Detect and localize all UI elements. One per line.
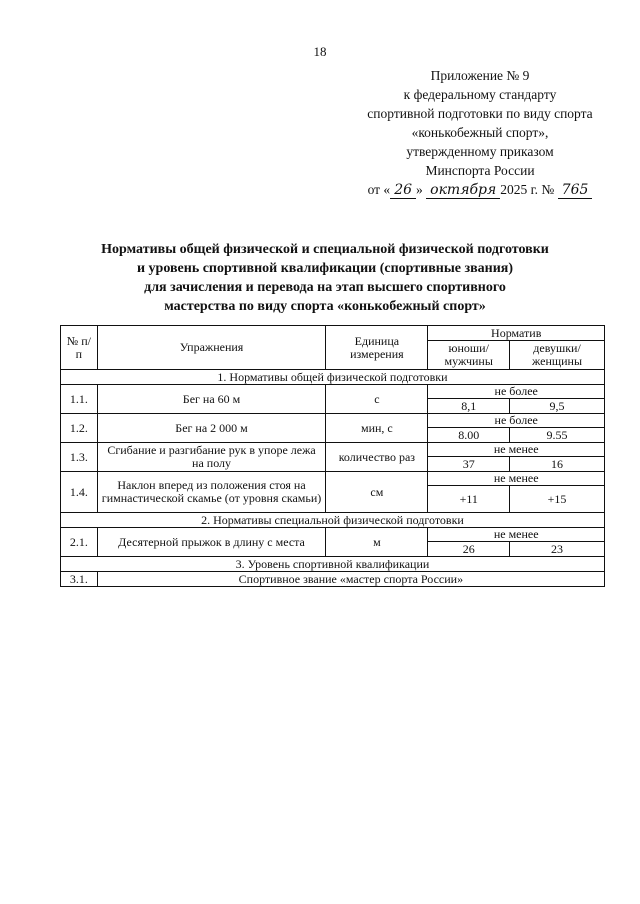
section-header: 2. Нормативы специальной физической подготовки bbox=[61, 513, 605, 528]
row-num: 1.1. bbox=[61, 385, 98, 414]
page-number: 18 bbox=[313, 44, 327, 59]
row-female-value: +15 bbox=[510, 486, 605, 513]
row-num: 2.1. bbox=[61, 528, 98, 557]
row-condition: не более bbox=[428, 414, 605, 428]
order-date-line bbox=[360, 180, 600, 199]
row-exercise: Десятерной прыжок в длину с места bbox=[97, 528, 326, 557]
row-unit: мин, с bbox=[326, 414, 428, 443]
title-line: и уровень спортивной квалификации (спортивные звания) bbox=[136, 261, 514, 276]
date-prefix: от « bbox=[367, 182, 391, 197]
row-num: 1.3. bbox=[61, 443, 98, 472]
handwritten-order-number: 765 bbox=[558, 183, 593, 199]
header-norm: Норматив bbox=[428, 326, 605, 341]
row-male-value: 37 bbox=[428, 457, 510, 472]
row-num: 1.2. bbox=[61, 414, 98, 443]
section-header: 1. Нормативы общей физической подготовки bbox=[61, 370, 605, 385]
row-male-value: 8.00 bbox=[428, 428, 510, 443]
row-male-value: 26 bbox=[428, 542, 510, 557]
row-unit: количество раз bbox=[326, 443, 428, 472]
section-header: 3. Уровень спортивной квалификации bbox=[61, 557, 605, 572]
row-male-value: 8,1 bbox=[428, 399, 510, 414]
title-line: мастерства по виду спорта «конькобежный спорт» bbox=[164, 299, 486, 314]
row-condition: не более bbox=[428, 385, 605, 399]
row-female-value: 9,5 bbox=[510, 399, 605, 414]
table-row bbox=[61, 472, 605, 486]
appendix-line: спортивной подготовки по виду спорта bbox=[367, 106, 593, 121]
title-line: для зачисления и перевода на этап высшего спортивного bbox=[144, 280, 506, 295]
title-line: Нормативы общей физической и специальной физической подготовки bbox=[101, 242, 549, 257]
document-title bbox=[60, 240, 590, 316]
row-unit: м bbox=[326, 528, 428, 557]
row-num: 3.1. bbox=[61, 572, 98, 587]
table-row bbox=[61, 443, 605, 457]
appendix-line: «конькобежный спорт», bbox=[411, 125, 549, 140]
appendix-line: Приложение № 9 bbox=[430, 68, 530, 83]
appendix-line: утвержденному приказом bbox=[406, 144, 554, 159]
row-female-value: 9.55 bbox=[510, 428, 605, 443]
header-male: юноши/ мужчины bbox=[428, 341, 510, 370]
appendix-line: к федеральному стандарту bbox=[403, 87, 557, 102]
row-condition: не менее bbox=[428, 528, 605, 542]
handwritten-day: 26 bbox=[390, 183, 416, 199]
header-exercise: Упражнения bbox=[97, 326, 326, 370]
row-exercise: Сгибание и разгибание рук в упоре лежа на полу bbox=[97, 443, 326, 472]
row-exercise: Наклон вперед из положения стоя на гимнастической скамье (от уровня скамьи) bbox=[97, 472, 326, 513]
norms-table bbox=[60, 325, 605, 587]
row-male-value: +11 bbox=[428, 486, 510, 513]
appendix-header bbox=[360, 66, 600, 199]
table-row bbox=[61, 385, 605, 399]
header-unit: Единица измерения bbox=[326, 326, 428, 370]
row-condition: не менее bbox=[428, 472, 605, 486]
table-row bbox=[61, 528, 605, 542]
row-exercise: Спортивное звание «мастер спорта России» bbox=[97, 572, 604, 587]
row-unit: с bbox=[326, 385, 428, 414]
table-row bbox=[61, 414, 605, 428]
day-close: » bbox=[416, 182, 423, 197]
appendix-line: Минспорта России bbox=[425, 163, 535, 178]
row-exercise: Бег на 60 м bbox=[97, 385, 326, 414]
year-text: 2025 г. № bbox=[500, 182, 555, 197]
row-exercise: Бег на 2 000 м bbox=[97, 414, 326, 443]
header-num: № п/п bbox=[61, 326, 98, 370]
header-female: девушки/ женщины bbox=[510, 341, 605, 370]
row-female-value: 16 bbox=[510, 457, 605, 472]
table-row bbox=[61, 572, 605, 587]
row-condition: не менее bbox=[428, 443, 605, 457]
handwritten-month: октября bbox=[426, 183, 500, 199]
row-female-value: 23 bbox=[510, 542, 605, 557]
row-unit: см bbox=[326, 472, 428, 513]
row-num: 1.4. bbox=[61, 472, 98, 513]
